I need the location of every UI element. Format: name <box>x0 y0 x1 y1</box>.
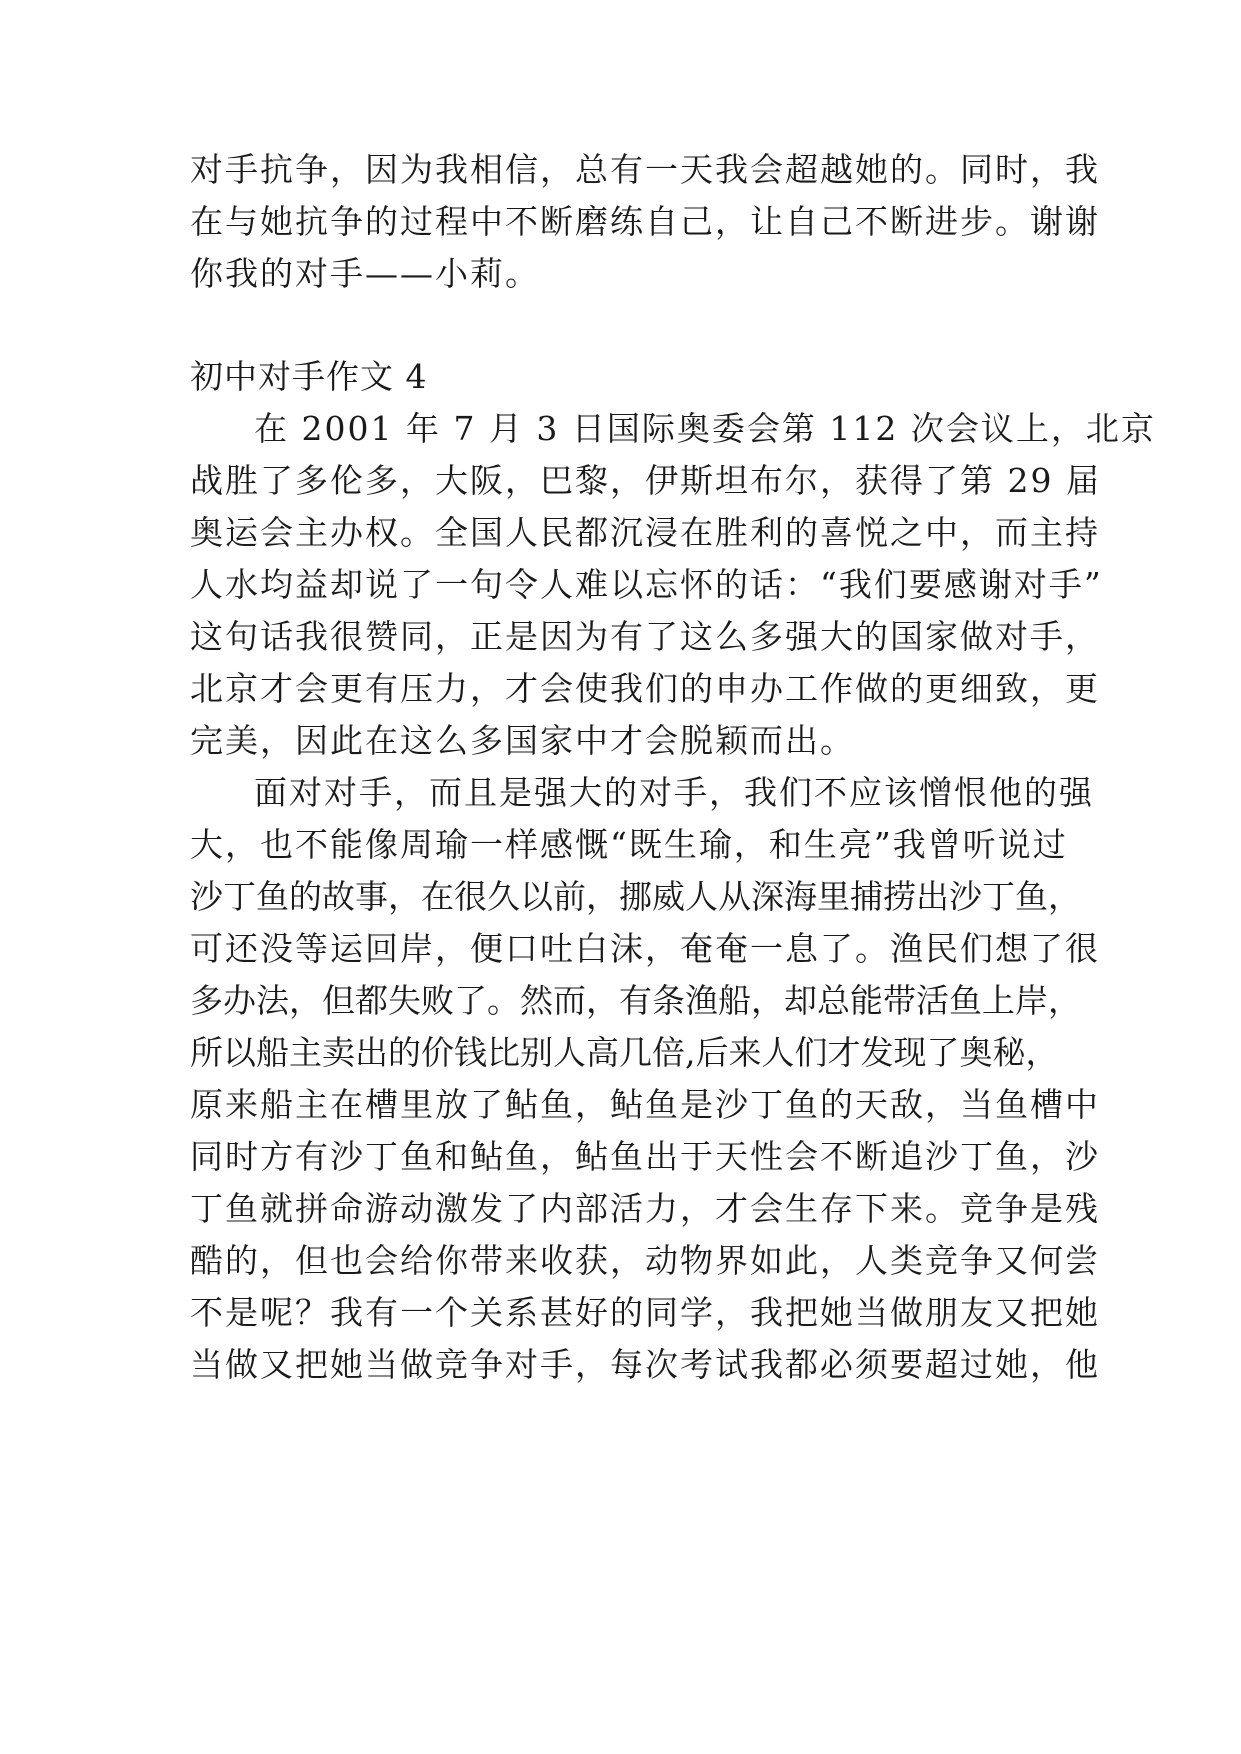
text-line: 大，也不能像周瑜一样感慨“既生瑜，和生亮”我曾听说过 <box>190 825 1068 864</box>
text-line: 面对对手，而且是强大的对手，我们不应该憎恨他的强 <box>254 773 1094 812</box>
text-line: 沙丁鱼的故事，在很久以前，挪威人从深海里捕捞出沙丁鱼， <box>190 877 1081 916</box>
text-line: 战胜了多伦多，大阪，巴黎，伊斯坦布尔，获得了第 29 届 <box>190 461 1101 500</box>
text-line: 对手抗争，因为我相信，总有一天我会超越她的。同时，我 <box>190 150 1100 189</box>
text-line: 在与她抗争的过程中不断磨练自己，让自己不断进步。谢谢 <box>190 202 1100 241</box>
text-line: 完美，因此在这么多国家中才会脱颖而出。 <box>190 721 855 760</box>
section-heading: 初中对手作文 4 <box>190 357 428 396</box>
text-line: 在 2001 年 7 月 3 日国际奥委会第 112 次会议上，北京 <box>254 409 1156 448</box>
text-line: 当做又把她当做竞争对手，每次考试我都必须要超过她，他 <box>190 1345 1100 1384</box>
document-page <box>190 0 1156 1754</box>
text-line: 可还没等运回岸，便口吐白沫，奄奄一息了。渔民们想了很 <box>190 929 1100 968</box>
text-line: 北京才会更有压力，才会使我们的申办工作做的更细致，更 <box>190 669 1100 708</box>
text-line: 多办法，但都失败了。然而，有条渔船，却总能带活鱼上岸， <box>190 981 1081 1020</box>
text-line: 奥运会主办权。全国人民都沉浸在胜利的喜悦之中，而主持 <box>190 513 1100 552</box>
text-line: 原来船主在槽里放了鲇鱼，鲇鱼是沙丁鱼的天敌，当鱼槽中 <box>190 1085 1100 1124</box>
text-line: 所以船主卖出的价钱比别人高几倍,后来人们才发现了奥秘， <box>190 1033 1059 1072</box>
text-line: 你我的对手——小莉。 <box>190 254 540 293</box>
text-line: 丁鱼就拼命游动激发了内部活力，才会生存下来。竞争是残 <box>190 1189 1100 1228</box>
text-line: 酷的，但也会给你带来收获，动物界如此，人类竞争又何尝 <box>190 1241 1100 1280</box>
text-line: 这句话我很赞同，正是因为有了这么多强大的国家做对手， <box>190 617 1100 656</box>
text-line: 同时方有沙丁鱼和鲇鱼，鲇鱼出于天性会不断追沙丁鱼，沙 <box>190 1137 1100 1176</box>
text-line: 人水均益却说了一句令人难以忘怀的话：“我们要感谢对手” <box>190 565 1103 604</box>
text-line: 不是呢？我有一个关系甚好的同学，我把她当做朋友又把她 <box>190 1293 1100 1332</box>
